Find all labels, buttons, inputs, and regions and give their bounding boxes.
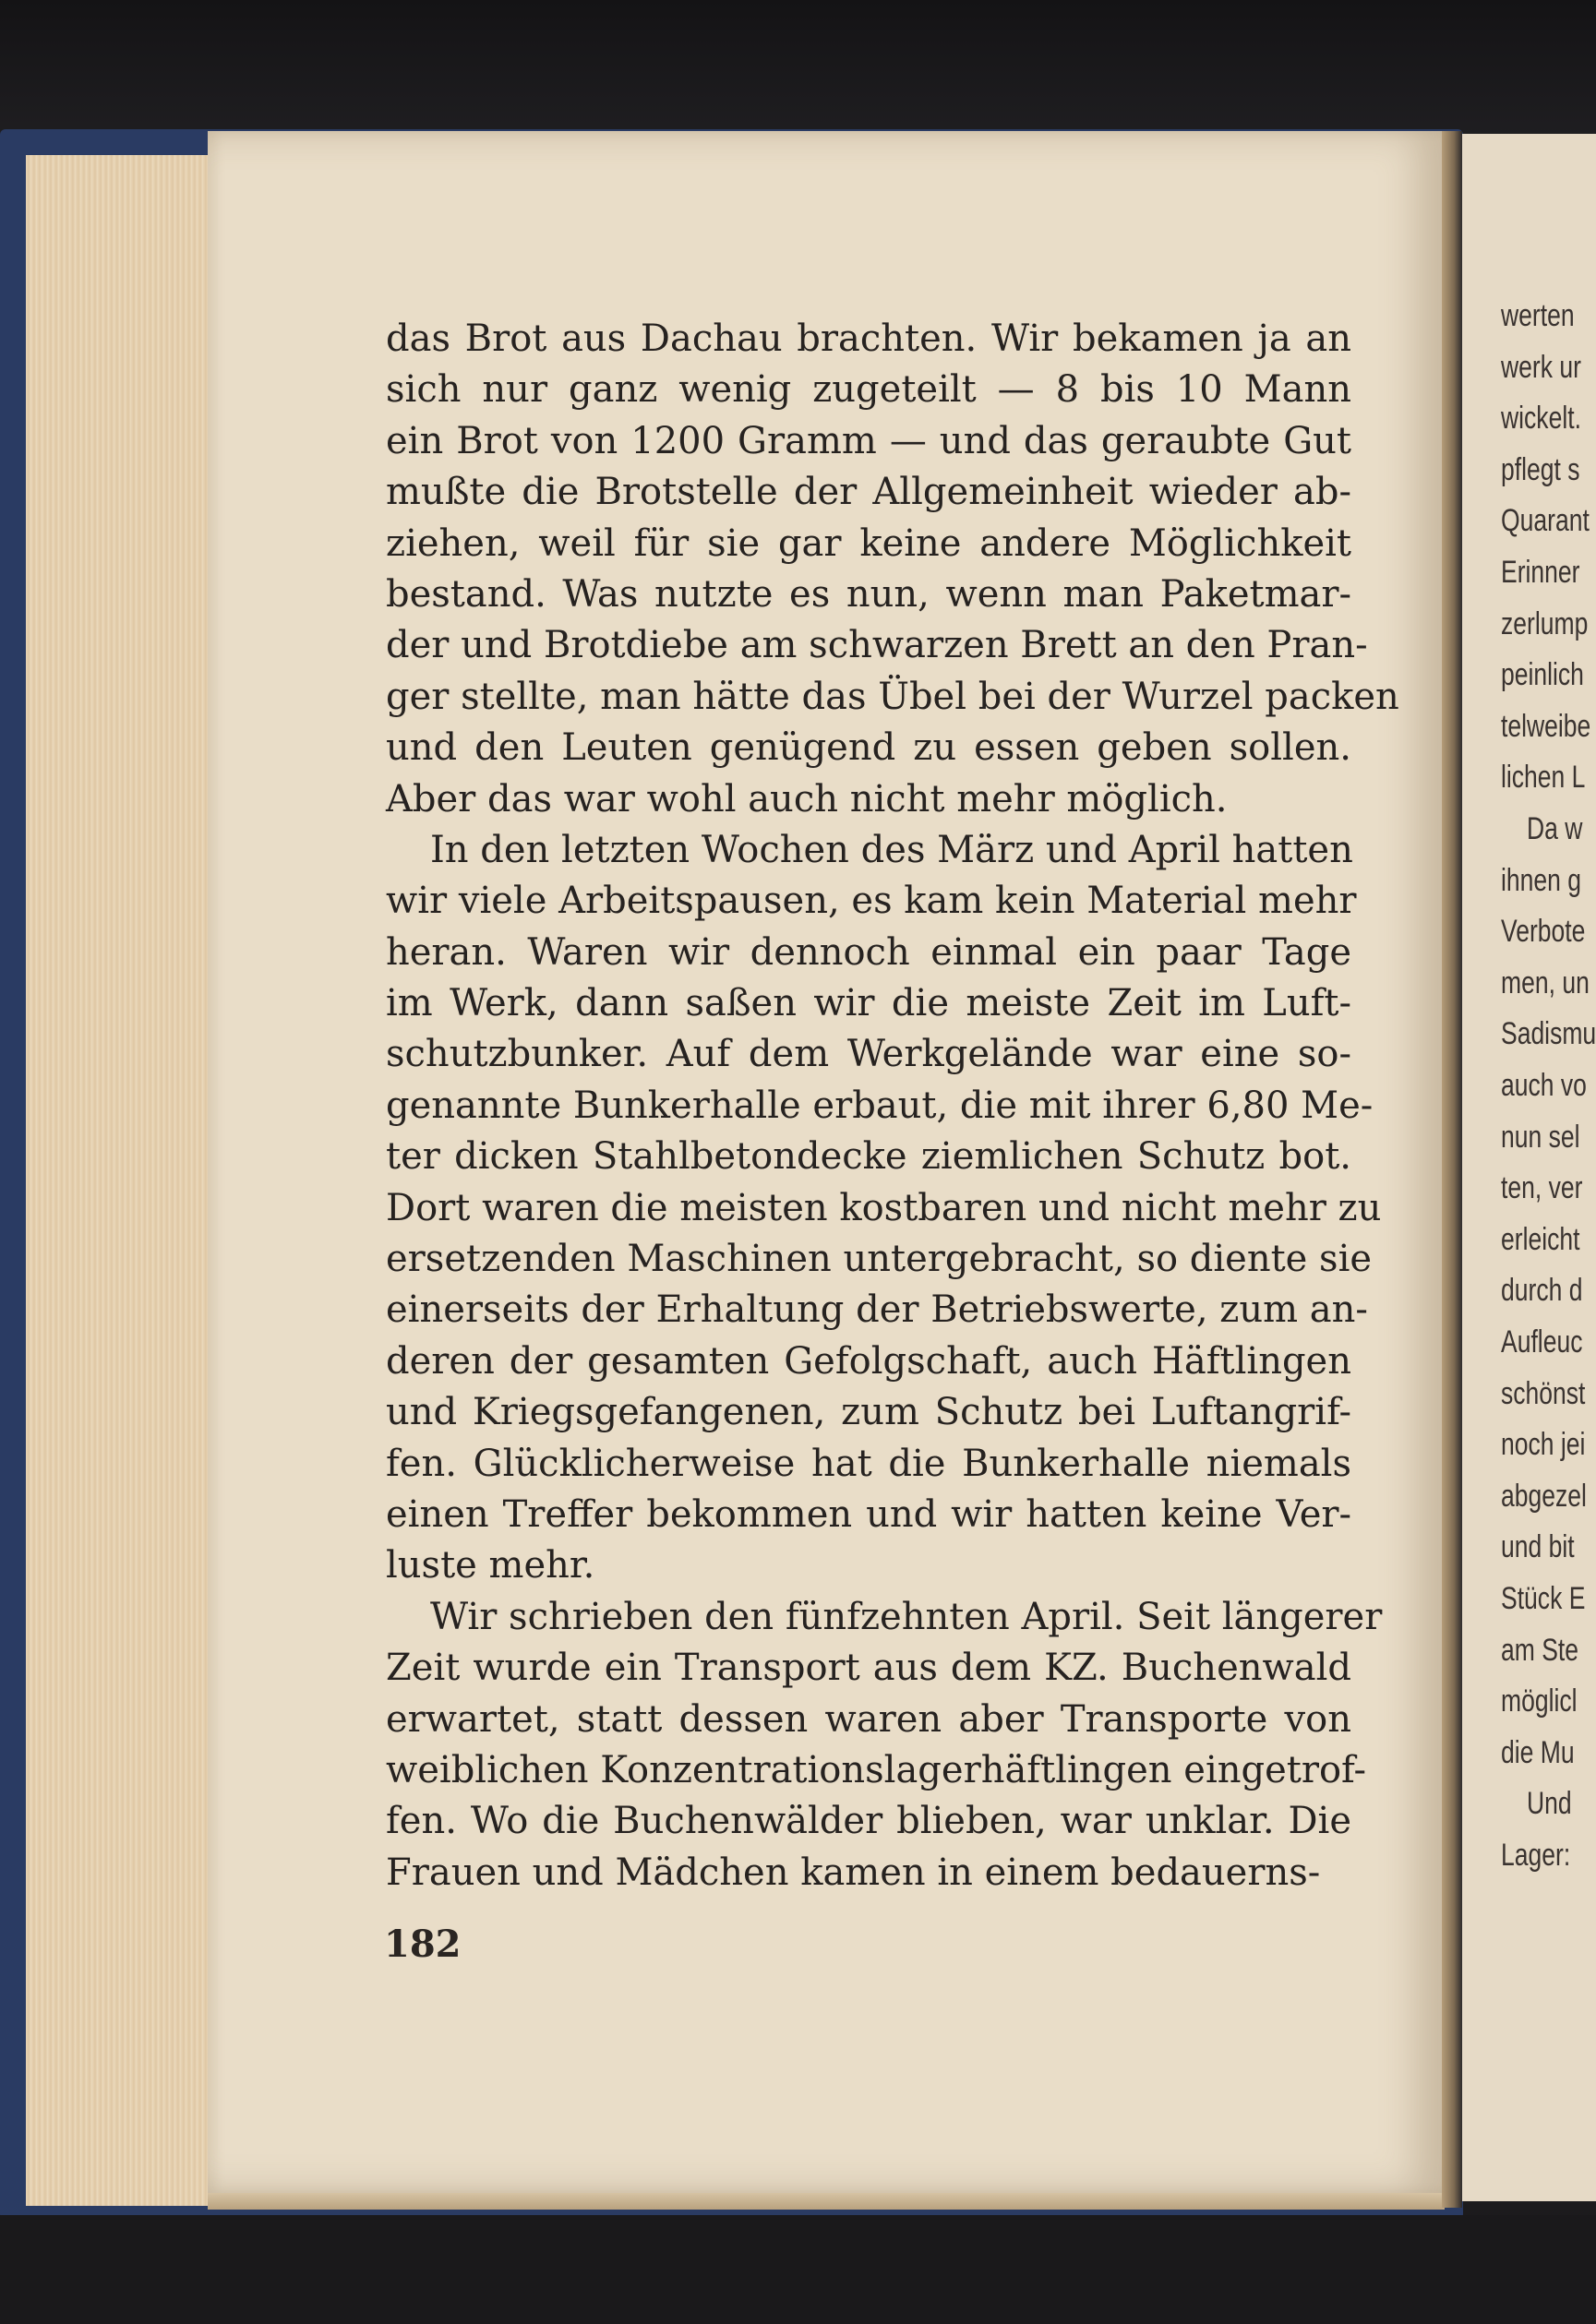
text-line: sich nur ganz wenig zugeteilt — 8 bis 10 Mann bbox=[386, 368, 1351, 412]
text-line: erwartet, statt dessen waren aber Transporte von bbox=[386, 1697, 1351, 1741]
text-line: mußte die Brotstelle der Allgemeinheit wieder ab- bbox=[386, 471, 1351, 514]
facing-page-line: die Mu bbox=[1501, 1734, 1575, 1770]
text-line: einerseits der Erhaltung der Betriebswerte, zum an- bbox=[386, 1288, 1368, 1332]
page-bottom-edge bbox=[208, 2193, 1445, 2210]
text-line: ziehen, weil für sie gar keine andere Möglichkeit bbox=[386, 521, 1351, 565]
paragraph bbox=[386, 1592, 1383, 1899]
facing-page-line: men, un bbox=[1501, 964, 1590, 1000]
facing-page-line: durch d bbox=[1501, 1273, 1583, 1309]
book-gutter bbox=[1442, 131, 1462, 2208]
text-line: ein Brot von 1200 Gramm — und das geraubte Gut bbox=[386, 419, 1351, 462]
text-line: Wir schrieben den fünfzehnten April. Seit längerer bbox=[430, 1595, 1383, 1638]
facing-page-line: peinlich bbox=[1501, 657, 1584, 693]
text-line: bestand. Was nutzte es nun, wenn man Paketmar- bbox=[386, 572, 1351, 616]
facing-page-line: ten, ver bbox=[1501, 1170, 1583, 1206]
text-line: der und Brotdiebe am schwarzen Brett an den Pran- bbox=[386, 624, 1368, 667]
facing-page-line: nun sel bbox=[1501, 1119, 1580, 1155]
facing-page-line: Lager: bbox=[1501, 1838, 1571, 1873]
text-line: einen Treffer bekommen und wir hatten keine Ver- bbox=[386, 1492, 1351, 1536]
text-line: weiblichen Konzentrationslagerhäftlingen eingetrof- bbox=[386, 1748, 1366, 1791]
text-line: genannte Bunkerhalle erbaut, die mit ihrer 6,80 Me- bbox=[386, 1084, 1374, 1127]
dark-backdrop-bottom bbox=[0, 2215, 1596, 2324]
facing-page-line: und bit bbox=[1501, 1529, 1575, 1565]
text-line: und Kriegsgefangenen, zum Schutz bei Luftangrif- bbox=[386, 1391, 1351, 1434]
page-number: 182 bbox=[384, 1923, 462, 1966]
facing-page-line: Und bbox=[1527, 1786, 1572, 1822]
text-line: Aber das war wohl auch nicht mehr möglich. bbox=[386, 777, 1228, 821]
facing-page-line: pflegt s bbox=[1501, 451, 1580, 487]
facing-page-line: Stück E bbox=[1501, 1581, 1586, 1616]
facing-page-line: Aufleuc bbox=[1501, 1324, 1583, 1360]
text-line: heran. Waren wir dennoch einmal ein paar Tage bbox=[386, 930, 1351, 974]
facing-page-line: Quarant bbox=[1501, 503, 1590, 539]
facing-page-line: zerlump bbox=[1501, 605, 1589, 641]
dark-backdrop-top bbox=[0, 0, 1596, 138]
facing-page-line: werk ur bbox=[1501, 349, 1581, 385]
text-line: ersetzenden Maschinen untergebracht, so diente sie bbox=[386, 1238, 1373, 1281]
text-line: Dort waren die meisten kostbaren und nicht mehr zu bbox=[386, 1186, 1382, 1229]
paragraph bbox=[386, 825, 1382, 1592]
text-line: Zeit wurde ein Transport aus dem KZ. Buchenwald bbox=[386, 1647, 1351, 1690]
paragraph bbox=[386, 314, 1399, 825]
page-body-text bbox=[386, 314, 1399, 1899]
facing-page-line: am Ste bbox=[1501, 1632, 1579, 1668]
text-line: fen. Wo die Buchenwälder blieben, war unklar. Die bbox=[386, 1800, 1351, 1843]
text-line: luste mehr. bbox=[386, 1544, 595, 1587]
page-stack-edge bbox=[26, 155, 222, 2206]
text-line: wir viele Arbeitspausen, es kam kein Material mehr bbox=[386, 880, 1357, 923]
facing-page-line: telweibe bbox=[1501, 708, 1591, 744]
text-line: im Werk, dann saßen wir die meiste Zeit im Luft- bbox=[386, 982, 1351, 1025]
facing-page-line: werten bbox=[1501, 298, 1575, 333]
facing-page-line: abgezel bbox=[1501, 1478, 1587, 1514]
text-line: schutzbunker. Auf dem Werkgelände war eine so- bbox=[386, 1033, 1351, 1076]
text-line: Frauen und Mädchen kamen in einem bedauerns- bbox=[386, 1851, 1321, 1894]
facing-page-line: schönst bbox=[1501, 1375, 1586, 1411]
text-line: deren der gesamten Gefolgschaft, auch Häftlingen bbox=[386, 1339, 1351, 1383]
facing-page-line: Erinner bbox=[1501, 555, 1580, 590]
facing-page-line: wickelt. bbox=[1501, 401, 1581, 437]
facing-page-line: lichen L bbox=[1501, 760, 1586, 796]
facing-page-line: Verbote bbox=[1501, 914, 1586, 950]
facing-page-line: möglicl bbox=[1501, 1683, 1578, 1719]
facing-page-line: Da w bbox=[1527, 811, 1583, 846]
text-line: In den letzten Wochen des März und April hatten bbox=[430, 828, 1353, 871]
text-line: das Brot aus Dachau brachten. Wir bekamen ja an bbox=[386, 317, 1351, 360]
facing-page-line: noch jei bbox=[1501, 1427, 1586, 1463]
text-line: und den Leuten genügend zu essen geben sollen. bbox=[386, 726, 1351, 770]
facing-page-line: Sadismu bbox=[1501, 1016, 1596, 1052]
text-line: ger stellte, man hätte das Übel bei der Wurzel packen bbox=[386, 675, 1399, 718]
facing-page-line: ihnen g bbox=[1501, 862, 1582, 898]
text-line: fen. Glücklicherweise hat die Bunkerhalle niemals bbox=[386, 1442, 1351, 1485]
facing-page bbox=[1462, 134, 1596, 2201]
text-line: ter dicken Stahlbetondecke ziemlichen Schutz bot. bbox=[386, 1135, 1351, 1179]
facing-page-line: erleicht bbox=[1501, 1221, 1580, 1257]
facing-page-line: auch vo bbox=[1501, 1068, 1587, 1103]
